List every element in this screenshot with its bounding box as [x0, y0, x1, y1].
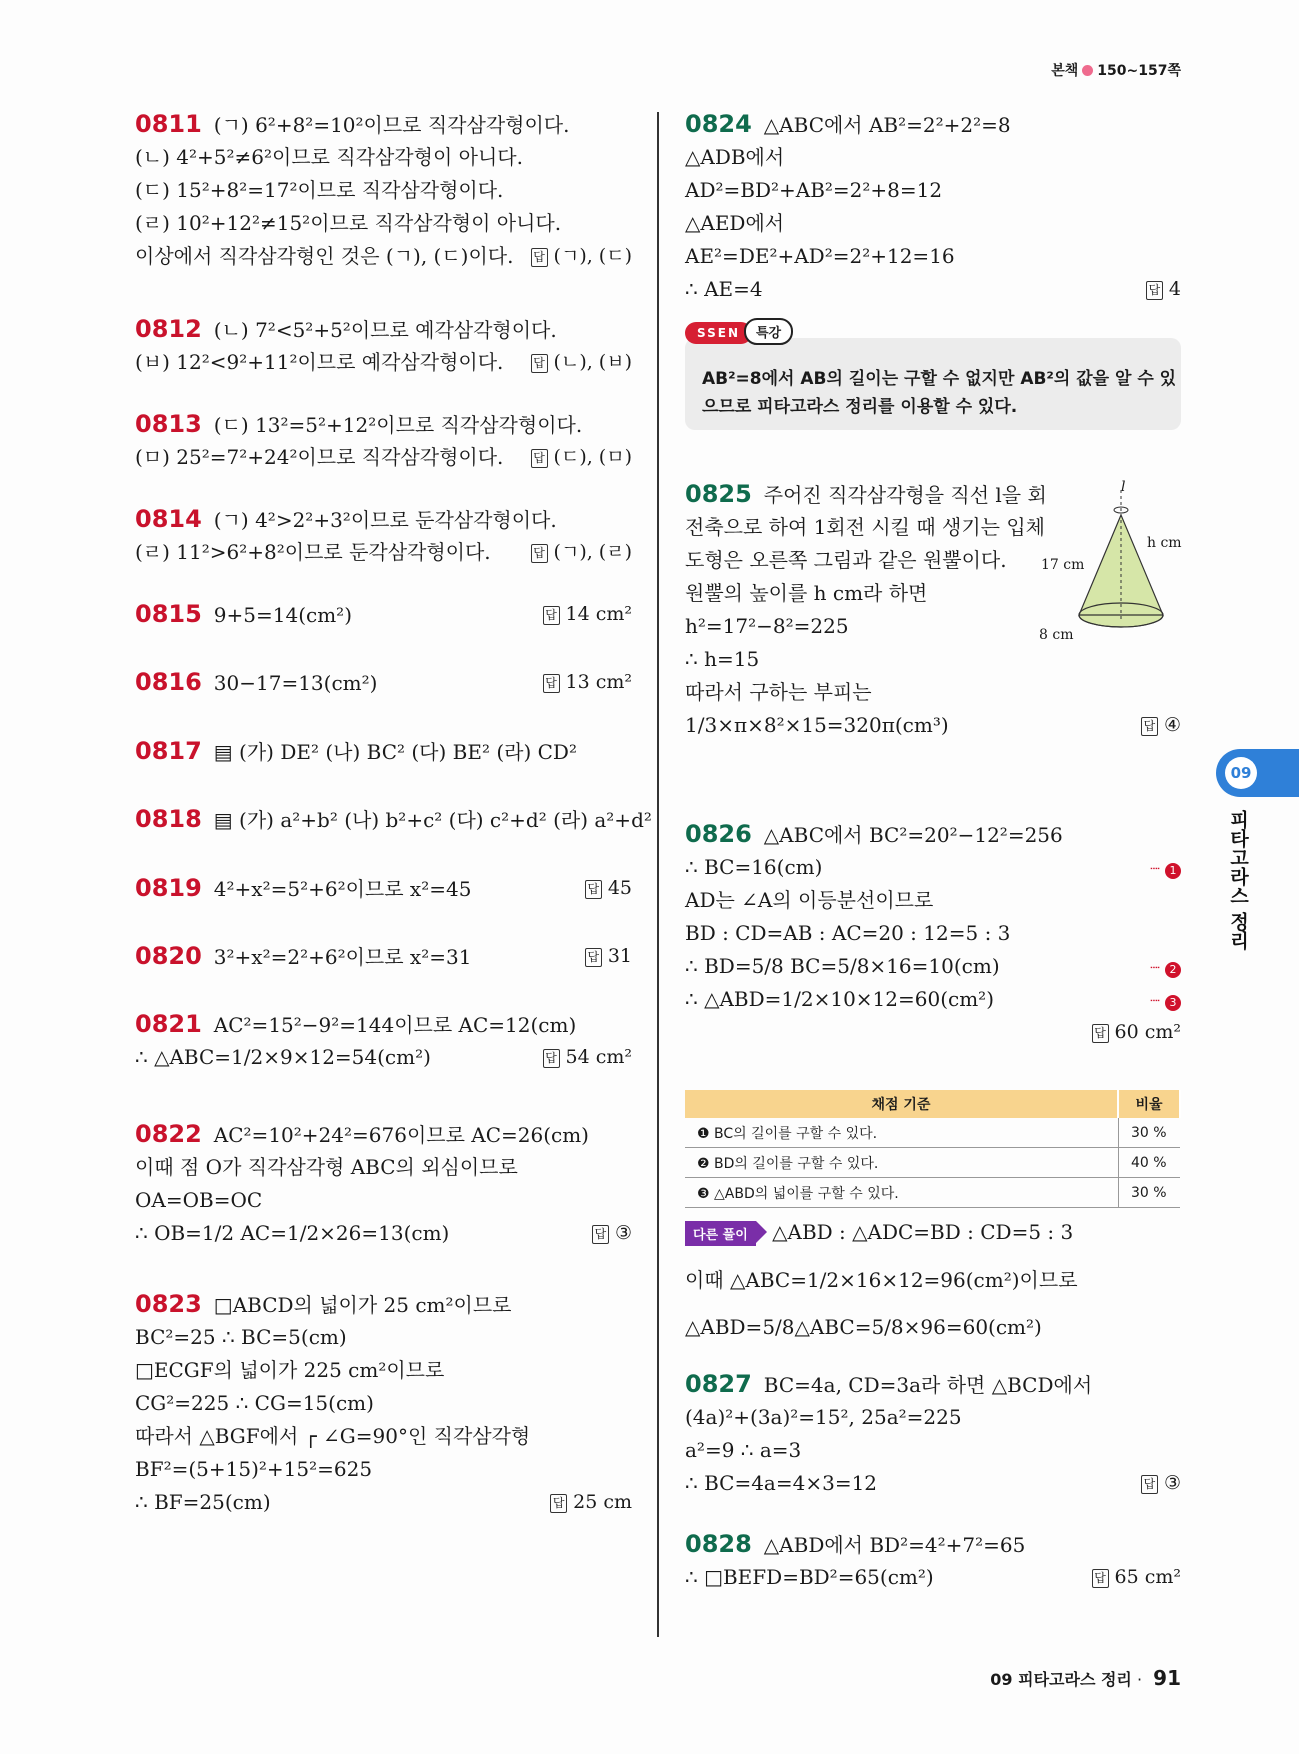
solution-text: ∴ h=15 — [685, 647, 760, 671]
answer — [531, 350, 632, 374]
problem-number: 0817 — [135, 737, 202, 765]
grading-table — [685, 1090, 1181, 1208]
answer — [585, 876, 632, 900]
problem-number: 0827 — [685, 1370, 752, 1398]
alt-line-3: △ABD=5/8△ABC=5/8×96=60(cm²) — [685, 1315, 1042, 1339]
answer-icon: 답 — [543, 674, 560, 693]
solution-text: AD²=BD²+AB²=2²+8=12 — [685, 178, 943, 202]
problem-number: 0821 — [135, 1010, 202, 1038]
answer-value: 45 — [607, 877, 632, 899]
solution-text: 따라서 △BGF에서 ┌ ∠G=90°인 직각삼각형 — [135, 1424, 531, 1448]
problem-number: 0820 — [135, 942, 202, 970]
page-footer: 09 피타고라스 정리 · 91 — [990, 1666, 1181, 1690]
grading-cell: 30 % — [1118, 1178, 1180, 1208]
solution-line — [685, 581, 927, 605]
solution-line — [135, 1012, 576, 1037]
answer-icon: 답 — [585, 948, 602, 967]
solution-line — [685, 987, 994, 1011]
solution-line — [135, 244, 513, 268]
answer-icon: 답 — [550, 1494, 567, 1513]
solution-line — [135, 540, 491, 564]
problem-number: 0825 — [685, 480, 752, 508]
grading-cell: ❶ BC의 길이를 구할 수 있다. — [685, 1118, 1118, 1148]
solution-line — [685, 244, 955, 268]
solution-text: ▤ (가) DE² (나) BC² (다) BE² (라) CD² — [213, 740, 577, 764]
solution-line — [685, 1438, 801, 1462]
solution-text: (ㄱ) 6²+8²=10²이므로 직각삼각형이다. — [213, 113, 570, 137]
solution-text: △ABD에서 BD²=4²+7²=65 — [763, 1533, 1026, 1557]
solution-line — [685, 713, 949, 737]
solution-line — [135, 445, 503, 469]
answer — [585, 944, 632, 968]
step-marker-icon: 2 — [1165, 962, 1181, 978]
chapter-side-title: 피타고라스 정리 — [1227, 810, 1249, 950]
solution-line — [135, 876, 471, 901]
answer-value: ③ — [1163, 1472, 1181, 1494]
problem-number: 0819 — [135, 874, 202, 902]
solution-text: 30−17=13(cm²) — [213, 671, 378, 695]
answer-value: 31 — [607, 945, 632, 967]
chapter-number: 09 — [1225, 757, 1257, 789]
solution-text: a²=9 ∴ a=3 — [685, 1438, 802, 1462]
answer-value: 25 cm — [573, 1491, 632, 1513]
solution-text: BF²=(5+15)²+15²=625 — [135, 1457, 373, 1481]
solution-text: AC²=10²+24²=676이므로 AC=26(cm) — [213, 1123, 589, 1147]
solution-line — [685, 211, 784, 235]
solution-line — [135, 1155, 518, 1179]
solution-line — [135, 350, 503, 374]
solution-text: BC²=25 ∴ BC=5(cm) — [135, 1325, 347, 1349]
solution-text: 3²+x²=2²+6²이므로 x²=31 — [213, 945, 472, 969]
solution-text: ∴ AE=4 — [685, 277, 763, 301]
ssen-line-2: 으므로 피타고라스 정리를 이용할 수 있다. — [702, 397, 1018, 417]
solution-text: (ㅂ) 12²<9²+11²이므로 예각삼각형이다. — [135, 350, 504, 374]
column-divider — [657, 112, 659, 1637]
problem-number: 0826 — [685, 820, 752, 848]
answer — [543, 602, 633, 626]
page-range: 150~157쪽 — [1097, 63, 1181, 79]
ssen-box — [685, 338, 1181, 430]
solution-line — [135, 112, 569, 137]
solution-text: 이상에서 직각삼각형인 것은 (ㄱ), (ㄷ)이다. — [135, 244, 514, 268]
answer-icon: 답 — [543, 606, 560, 625]
solution-line — [685, 855, 822, 879]
solution-text: □ECGF의 넓이가 225 cm²이므로 — [135, 1358, 445, 1382]
step-marker-icon: 3 — [1165, 995, 1181, 1011]
solution-text: △ADB에서 — [685, 145, 785, 169]
step-marker: ┈ 1 — [1150, 859, 1181, 879]
solution-line — [135, 317, 557, 342]
solution-line — [135, 1221, 449, 1245]
solution-line — [685, 1405, 962, 1429]
answer-value: (ㄴ), (ㅂ) — [553, 351, 632, 373]
solution-text: ∴ □BEFD=BD²=65(cm²) — [685, 1565, 934, 1589]
axis-label: l — [1121, 479, 1126, 495]
solution-line — [685, 888, 933, 912]
chapter-tab — [1216, 749, 1299, 797]
ssen-tag: SSEN — [685, 322, 752, 344]
grading-header-criteria: 채점 기준 — [685, 1090, 1118, 1118]
solution-text: h²=17²−8²=225 — [685, 614, 849, 638]
solution-line — [685, 145, 784, 169]
problem-number: 0815 — [135, 600, 202, 628]
solution-text: 4²+x²=5²+6²이므로 x²=45 — [213, 877, 472, 901]
solution-line — [135, 1325, 347, 1349]
answer — [1092, 1020, 1182, 1044]
answer-value: 13 cm² — [565, 671, 632, 693]
solution-text: 이때 점 O가 직각삼각형 ABC의 외심이므로 — [135, 1155, 518, 1179]
solution-line — [685, 548, 1007, 572]
alt-line-1: △ABD : △ADC=BD : CD=5 : 3 — [772, 1220, 1074, 1244]
solution-text: AC²=15²−9²=144이므로 AC=12(cm) — [213, 1013, 577, 1037]
answer-icon: 답 — [1092, 1569, 1109, 1588]
solution-line — [685, 614, 849, 638]
solution-text: ∴ BD=5/8 BC=5/8×16=10(cm) — [685, 954, 1000, 978]
answer — [543, 670, 633, 694]
solution-text: ▤ (가) a²+b² (나) b²+c² (다) c²+d² (라) a²+d² — [213, 808, 652, 832]
table-row — [685, 1118, 1180, 1148]
solution-text: 원뿔의 높이를 h cm라 하면 — [685, 581, 928, 605]
solution-line — [685, 112, 1011, 137]
solution-text: 9+5=14(cm²) — [213, 603, 352, 627]
solution-line — [685, 954, 1000, 978]
ssen-tag2: 특강 — [744, 318, 793, 345]
solution-text: □ABCD의 넓이가 25 cm²이므로 — [213, 1293, 512, 1317]
solution-line — [135, 739, 577, 764]
alt-tag: 다른 풀이 — [685, 1221, 756, 1246]
problem-number: 0812 — [135, 315, 202, 343]
answer-value: (ㄷ), (ㅁ) — [553, 446, 632, 468]
book-label: 본책 — [1051, 63, 1079, 79]
grading-cell: 40 % — [1118, 1148, 1180, 1178]
grading-cell: ❸ △ABD의 넓이를 구할 수 있다. — [685, 1178, 1118, 1208]
radius-label: 8 cm — [1039, 627, 1074, 643]
solution-text: (ㅁ) 25²=7²+24²이므로 직각삼각형이다. — [135, 445, 504, 469]
solution-text: 따라서 구하는 부피는 — [685, 680, 872, 704]
page-header — [1051, 60, 1181, 80]
solution-text: 주어진 직각삼각형을 직선 l을 회 — [763, 483, 1047, 507]
solution-text: (ㄴ) 7²<5²+5²이므로 예각삼각형이다. — [213, 318, 557, 342]
solution-text: △ABC에서 AB²=2²+2²=8 — [763, 113, 1011, 137]
problem-number: 0822 — [135, 1120, 202, 1148]
solution-line — [135, 145, 523, 169]
solution-line — [135, 1122, 589, 1147]
step-marker: ┈ 2 — [1150, 958, 1181, 978]
answer-icon: 답 — [1146, 281, 1163, 300]
answer — [531, 445, 632, 469]
table-row — [685, 1148, 1180, 1178]
solution-line — [685, 178, 942, 202]
footer-chapter: 09 피타고라스 정리 — [990, 1670, 1132, 1689]
solution-text: AE²=DE²+AD²=2²+12=16 — [685, 244, 955, 268]
solution-text: (ㄷ) 15²+8²=17²이므로 직각삼각형이다. — [135, 178, 504, 202]
solution-text: BC=4a, CD=3a라 하면 △BCD에서 — [763, 1373, 1093, 1397]
solution-line — [135, 1424, 530, 1448]
solution-text: ∴ △ABC=1/2×9×12=54(cm²) — [135, 1045, 431, 1069]
solution-line — [135, 1457, 372, 1481]
solution-line — [685, 822, 1063, 847]
solution-line — [685, 482, 1047, 507]
solution-text: (ㄹ) 10²+12²≠15²이므로 직각삼각형이 아니다. — [135, 211, 562, 235]
answer — [531, 540, 632, 564]
alt-line-2: 이때 △ABC=1/2×16×12=96(cm²)이므로 — [685, 1268, 1078, 1292]
problem-number: 0816 — [135, 668, 202, 696]
step-marker-icon: 1 — [1165, 863, 1181, 879]
solution-text: ∴ OB=1/2 AC=1/2×26=13(cm) — [135, 1221, 450, 1245]
cone-figure — [1039, 479, 1183, 643]
solution-line — [135, 807, 652, 832]
solution-line — [685, 647, 759, 671]
slant-label: 17 cm — [1041, 557, 1085, 573]
answer-icon: 답 — [1141, 1475, 1158, 1494]
answer-icon: 답 — [585, 880, 602, 899]
solution-text: (ㄴ) 4²+5²≠6²이므로 직각삼각형이 아니다. — [135, 145, 523, 169]
solution-line — [135, 211, 561, 235]
problem-number: 0828 — [685, 1530, 752, 1558]
answer — [531, 244, 632, 268]
answer-value: 4 — [1168, 278, 1181, 300]
answer — [1146, 277, 1181, 301]
answer-icon: 답 — [531, 248, 548, 267]
answer-value: ③ — [614, 1222, 632, 1244]
problem-number: 0824 — [685, 110, 752, 138]
solution-line — [685, 1471, 877, 1495]
problem-number: 0814 — [135, 505, 202, 533]
solution-text: ∴ BC=4a=4×3=12 — [685, 1471, 878, 1495]
height-label: h cm — [1147, 535, 1182, 551]
solution-line — [135, 507, 557, 532]
solution-line — [685, 1565, 934, 1589]
dot-icon — [1082, 65, 1093, 76]
solution-line — [135, 670, 377, 695]
solution-text: 전축으로 하여 1회전 시킬 때 생기는 입체 — [685, 515, 1045, 539]
answer — [1141, 713, 1181, 737]
answer-icon: 답 — [592, 1225, 609, 1244]
solution-line — [685, 515, 1045, 539]
answer-icon: 답 — [531, 449, 548, 468]
solution-line — [135, 1045, 431, 1069]
solution-line — [135, 412, 582, 437]
solution-line — [685, 277, 763, 301]
solution-text: ∴ BC=16(cm) — [685, 855, 823, 879]
answer-icon: 답 — [531, 544, 548, 563]
answer — [1092, 1565, 1182, 1589]
solution-text: OA=OB=OC — [135, 1188, 263, 1212]
answer-value: (ㄱ), (ㄹ) — [553, 541, 632, 563]
solution-line — [135, 1188, 262, 1212]
solution-text: 1/3×π×8²×15=320π(cm³) — [685, 713, 949, 737]
solution-line — [135, 1358, 444, 1382]
solution-text: ∴ BF=25(cm) — [135, 1490, 271, 1514]
solution-line — [685, 1372, 1092, 1397]
grading-cell: ❷ BD의 길이를 구할 수 있다. — [685, 1148, 1118, 1178]
solution-text: 도형은 오른쪽 그림과 같은 원뿔이다. — [685, 548, 1007, 572]
answer-value: (ㄱ), (ㄷ) — [553, 245, 632, 267]
ssen-line-1: AB²=8에서 AB의 길이는 구할 수 없지만 AB²의 값을 알 수 있 — [702, 369, 1177, 389]
step-marker: ┈ 3 — [1150, 991, 1181, 1011]
problem-number: 0818 — [135, 805, 202, 833]
answer-icon: 답 — [531, 354, 548, 373]
solution-line — [135, 178, 503, 202]
solution-line — [135, 1292, 512, 1317]
solution-text: CG²=225 ∴ CG=15(cm) — [135, 1391, 374, 1415]
solution-text: (ㄱ) 4²>2²+3²이므로 둔각삼각형이다. — [213, 508, 557, 532]
page-number: 91 — [1153, 1666, 1181, 1690]
solution-text: △AED에서 — [685, 211, 785, 235]
answer-value: 14 cm² — [565, 603, 632, 625]
solution-line — [135, 602, 352, 627]
ssen-tip — [685, 318, 1181, 417]
answer — [1141, 1471, 1181, 1495]
answer-value: ④ — [1163, 714, 1181, 736]
solution-text: ∴ △ABD=1/2×10×12=60(cm²) — [685, 987, 994, 1011]
answer-icon: 답 — [543, 1049, 560, 1068]
solution-line — [685, 1532, 1025, 1557]
table-row — [685, 1178, 1180, 1208]
answer — [550, 1490, 632, 1514]
solution-line — [135, 1391, 374, 1415]
answer-value: 54 cm² — [565, 1046, 632, 1068]
answer-value: 65 cm² — [1114, 1566, 1181, 1588]
answer — [592, 1221, 632, 1245]
grading-header-ratio: 비율 — [1118, 1090, 1180, 1118]
solution-line — [685, 680, 872, 704]
answer-value: 60 cm² — [1114, 1021, 1181, 1043]
solution-text: (4a)²+(3a)²=15², 25a²=225 — [685, 1405, 962, 1429]
solution-text: AD는 ∠A의 이등분선이므로 — [685, 888, 934, 912]
solution-text: (ㄹ) 11²>6²+8²이므로 둔각삼각형이다. — [135, 540, 491, 564]
solution-line — [135, 1490, 271, 1514]
answer — [543, 1045, 633, 1069]
answer-icon: 답 — [1141, 717, 1158, 736]
solution-line — [135, 944, 471, 969]
alt-solution — [685, 1220, 1078, 1339]
solution-text: △ABC에서 BC²=20²−12²=256 — [763, 823, 1063, 847]
problem-number: 0813 — [135, 410, 202, 438]
problem-number: 0823 — [135, 1290, 202, 1318]
solution-text: BD : CD=AB : AC=20 : 12=5 : 3 — [685, 921, 1011, 945]
solution-line — [685, 921, 1010, 945]
problem-number: 0811 — [135, 110, 202, 138]
grading-cell: 30 % — [1118, 1118, 1180, 1148]
answer-icon: 답 — [1092, 1024, 1109, 1043]
solution-text: (ㄷ) 13²=5²+12²이므로 직각삼각형이다. — [213, 413, 583, 437]
